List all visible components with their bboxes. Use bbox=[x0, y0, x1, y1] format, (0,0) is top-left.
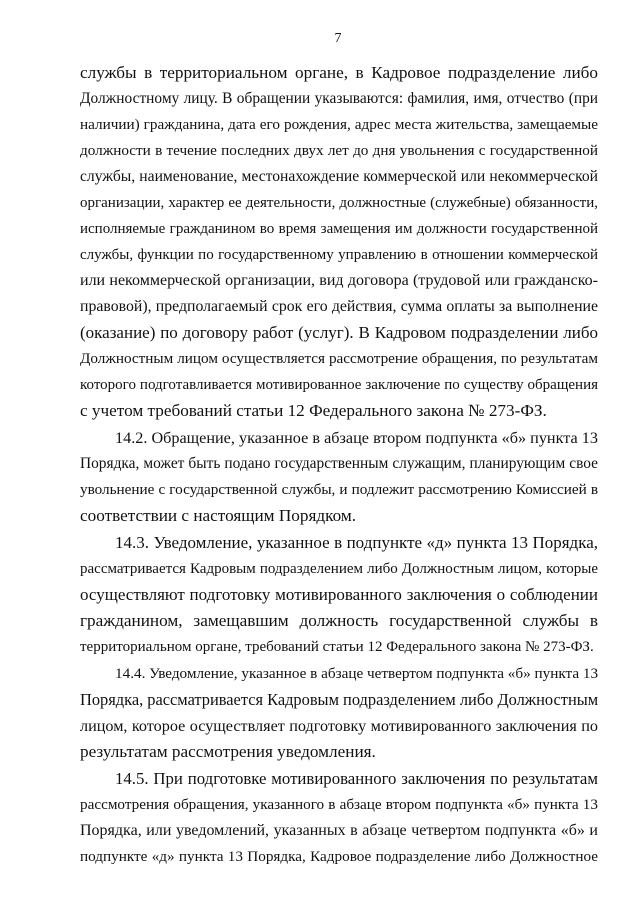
text-line: рассмотрения обращения, указанного в абзаце втором подпункта «б» пункта 13 bbox=[80, 796, 598, 813]
text-line: результатам рассмотрения уведомления. bbox=[80, 742, 376, 761]
text-line: Порядка, или уведомлений, указанных в абзаце четвертом подпункта «б» и bbox=[80, 822, 598, 839]
text-line: соответствии с настоящим Порядком. bbox=[80, 506, 357, 525]
text-line: гражданином, замещавшим должность государственной службы в bbox=[80, 611, 598, 630]
text-line: Порядка, может быть подано государственным служащим, планирующим свое bbox=[80, 455, 598, 472]
text-line: Порядка, рассматривается Кадровым подразделением либо Должностным bbox=[80, 690, 599, 709]
text-line: подпункте «д» пункта 13 Порядка, Кадровое подразделение либо Должностное bbox=[80, 848, 598, 865]
paragraph-first-line: 14.4. Уведомление, указанное в абзаце четвертом подпункта «б» пункта 13 bbox=[115, 665, 599, 682]
paragraph-first-line: 14.3. Уведомление, указанное в подпункте «д» пункта 13 Порядка, bbox=[115, 533, 598, 552]
text-line: увольнение с государственной службы, и подлежит рассмотрению Комиссией в bbox=[80, 481, 598, 498]
text-line: с учетом требований статьи 12 Федерального закона № 273-ФЗ. bbox=[80, 401, 547, 420]
paragraph-first-line: 14.5. При подготовке мотивированного заключения по результатам bbox=[115, 769, 598, 788]
text-line: службы в территориальном органе, в Кадровое подразделение либо bbox=[80, 63, 598, 82]
text-line: службы, функции по государственному управлению в отношении коммерческой bbox=[80, 247, 598, 263]
text-line: организации, характер ее деятельности, должностные (служебные) обязанности, bbox=[80, 195, 598, 211]
text-line: Должностным лицом осуществляется рассмотрение обращения, по результатам bbox=[80, 350, 598, 367]
text-line: или некоммерческой организации, вид договора (трудовой или гражданско- bbox=[80, 272, 598, 289]
text-line: Должностному лицу. В обращении указываются: фамилия, имя, отчество (при bbox=[80, 90, 598, 107]
page-number: 7 bbox=[334, 31, 342, 46]
text-line: рассматривается Кадровым подразделением либо Должностным лицом, которые bbox=[80, 561, 598, 577]
text-line: правовой), предполагаемый срок его действия, сумма оплаты за выполнение bbox=[80, 298, 598, 315]
text-line: которого подготавливается мотивированное заключение по существу обращения bbox=[80, 377, 598, 393]
text-line: лицом, которое осуществляет подготовку мотивированного заключения по bbox=[80, 717, 598, 735]
text-line: службы, наименование, местонахождение коммерческой или некоммерческой bbox=[80, 168, 598, 185]
text-line: исполняемые гражданином во время замещения им должности государственной bbox=[80, 221, 598, 237]
text-line: наличии) гражданина, дата его рождения, адрес места жительства, замещаемые bbox=[80, 116, 598, 133]
text-line: (оказание) по договору работ (услуг). В Кадровом подразделении либо bbox=[80, 323, 598, 342]
paragraph-first-line: 14.2. Обращение, указанное в абзаце втором подпункта «б» пункта 13 bbox=[115, 429, 598, 447]
text-line: осуществляют подготовку мотивированного заключения о соблюдении bbox=[80, 585, 598, 604]
text-line: должности в течение последних двух лет до дня увольнения с государственной bbox=[80, 142, 598, 159]
text-line: территориальном органе, требований статьи 12 Федерального закона № 273-ФЗ. bbox=[80, 639, 594, 655]
